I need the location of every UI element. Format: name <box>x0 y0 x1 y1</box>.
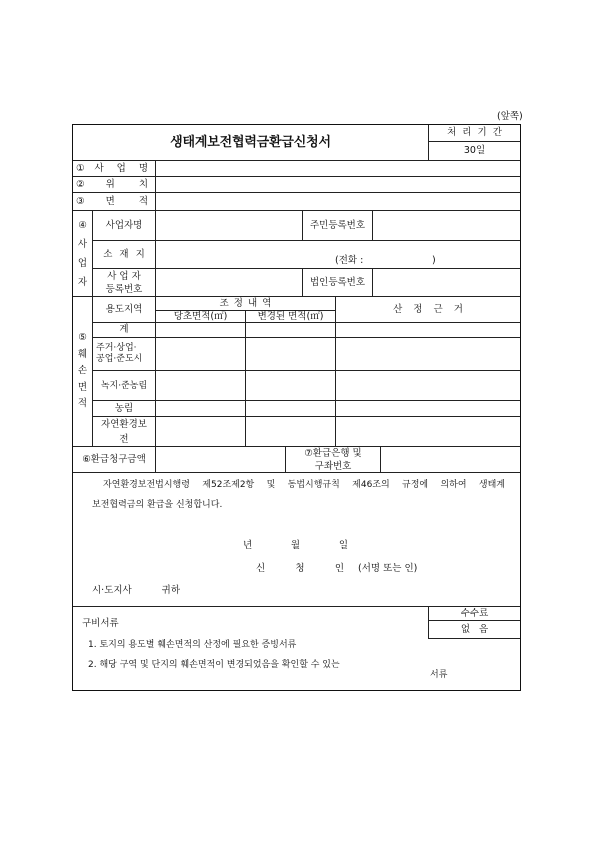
area-row-agricultural-basis <box>335 400 521 417</box>
area-row-total-label-cell <box>92 322 156 338</box>
applicant-label: 신 청 인 <box>256 563 344 574</box>
signature-note: (서명 또는 인) <box>358 563 418 574</box>
declaration-date: 년 월 일 <box>243 540 348 551</box>
area-row-agricultural-changed <box>245 400 336 417</box>
area-row-nature-label-line: 자연환경보 <box>101 418 147 430</box>
processing-period-value: 30일 <box>463 145 486 156</box>
area-row-total-label: 계 <box>119 324 129 335</box>
section-label-char: 손 <box>77 365 88 377</box>
page-side-note: (앞쪽) <box>497 111 523 122</box>
project-name-value-cell <box>155 160 521 177</box>
declaration-line-2: 보전협력금의 환급을 신청합니다. <box>92 500 223 510</box>
area-row-agricultural-original <box>155 400 246 417</box>
declaration-line-1: 자연환경보전법시행령 제52조제2항 및 동법시행규칙 제46조의 규정에 의하여 생태계 <box>103 480 505 490</box>
area-row-total-original <box>155 322 246 338</box>
basis-header: 산 정 근 거 <box>393 303 463 315</box>
area-row-green-label: 녹지·준농림 <box>100 380 148 391</box>
processing-period-label-cell <box>428 124 521 142</box>
refund-amount-label-cell <box>72 446 156 473</box>
location-label-cell <box>72 176 156 193</box>
phone-label-close: ) <box>432 255 436 266</box>
zone-header-cell <box>92 296 156 323</box>
section-label-char: ④ <box>78 219 87 231</box>
area-row-residential-original <box>155 337 246 371</box>
attachment-item-1: 1. 토지의 용도별 훼손면적의 산정에 필요한 증빙서류 <box>88 640 297 650</box>
area-row-agricultural-label-cell <box>92 400 156 417</box>
processing-period-value-cell <box>428 141 521 161</box>
adjustment-header: 조 정 내 역 <box>219 298 272 309</box>
fee-value-cell <box>428 620 521 639</box>
addressee: 시·도지사 귀하 <box>92 585 180 596</box>
zone-header: 용도지역 <box>105 303 143 315</box>
address-value-cell <box>155 240 521 269</box>
project-name-label-cell <box>72 160 156 177</box>
form-title: 생태계보전협력금환급신청서 <box>170 134 331 150</box>
damaged-area-section-label <box>72 296 93 447</box>
fee-value: 없 음 <box>460 623 489 635</box>
corporate-registration-label: 법인등록번호 <box>309 276 366 288</box>
section-label-char: 적 <box>77 398 88 410</box>
operator-name-value-cell <box>155 210 303 241</box>
adjustment-header-cell <box>155 296 336 311</box>
area-row-residential-changed <box>245 337 336 371</box>
area-row-nature-changed <box>245 416 336 447</box>
location-label: ②위 치 <box>76 178 148 190</box>
area-value-cell <box>155 192 521 211</box>
attachment-item-2-continuation: 서류 <box>430 670 448 680</box>
project-name-label: ①사 업 명 <box>76 162 148 174</box>
refund-bank-label-line: ⑦환급은행 및 <box>304 447 362 459</box>
area-row-nature-label-line: 전 <box>119 433 129 445</box>
section-label-char: 자 <box>77 276 88 288</box>
area-row-agricultural-label: 농림 <box>114 402 134 414</box>
business-registration-label-cell <box>92 268 156 297</box>
attachment-item-2: 2. 해당 구역 및 단지의 훼손면적이 변경되었음을 확인할 수 있는 <box>88 660 340 670</box>
area-row-green-basis <box>335 370 521 401</box>
section-label-char: 업 <box>77 257 88 269</box>
basis-header-cell <box>335 296 521 323</box>
area-row-residential-label-line: 공업·준도시 <box>96 354 143 364</box>
area-row-total-basis <box>335 322 521 338</box>
original-area-header: 당초면적(㎡) <box>173 311 228 322</box>
refund-bank-label-line: 구좌번호 <box>314 460 352 472</box>
attachments-title: 구비서류 <box>82 618 119 629</box>
corporate-registration-label-cell <box>302 268 373 297</box>
area-label-cell <box>72 192 156 211</box>
refund-bank-label-cell <box>285 446 381 473</box>
area-label: ③면 적 <box>76 195 148 207</box>
location-value-cell <box>155 176 521 193</box>
area-row-residential-label-line: 주거·상업· <box>96 343 137 353</box>
business-operator-section-label <box>72 210 93 297</box>
business-registration-label-line: 등록번호 <box>105 283 143 295</box>
area-row-green-label-cell <box>92 370 156 401</box>
section-label-char: ⑤ <box>78 332 87 344</box>
resident-number-label: 주민등록번호 <box>309 219 366 231</box>
area-row-green-changed <box>245 370 336 401</box>
area-row-green-original <box>155 370 246 401</box>
area-row-nature-original <box>155 416 246 447</box>
fee-label: 수수료 <box>460 608 489 619</box>
address-label-cell <box>92 240 156 269</box>
changed-area-header: 변경된 면적(㎡) <box>257 311 324 322</box>
area-row-nature-basis <box>335 416 521 447</box>
refund-amount-label: ⑥환급청구금액 <box>82 453 146 465</box>
refund-amount-value-cell <box>155 446 286 473</box>
section-label-char: 사 <box>77 238 88 250</box>
processing-period-label: 처 리 기 간 <box>447 127 502 138</box>
business-registration-value-cell <box>155 268 303 297</box>
operator-name-label: 사업자명 <box>105 219 143 231</box>
area-row-total-changed <box>245 322 336 338</box>
area-row-residential-basis <box>335 337 521 371</box>
form-title-cell <box>72 124 429 161</box>
operator-name-label-cell <box>92 210 156 241</box>
phone-label-open: (전화 : <box>335 255 364 266</box>
resident-number-value-cell <box>372 210 521 241</box>
section-label-char: 훼 <box>77 348 88 360</box>
address-label: 소 재 지 <box>103 248 145 260</box>
corporate-registration-value-cell <box>372 268 521 297</box>
refund-bank-value-cell <box>380 446 521 473</box>
area-row-nature-label-cell <box>92 416 156 447</box>
section-label-char: 면 <box>77 381 88 393</box>
fee-label-cell <box>428 606 521 621</box>
business-registration-label-line: 사 업 자 <box>107 270 141 282</box>
resident-number-label-cell <box>302 210 373 241</box>
area-row-residential-label-cell <box>92 337 156 371</box>
